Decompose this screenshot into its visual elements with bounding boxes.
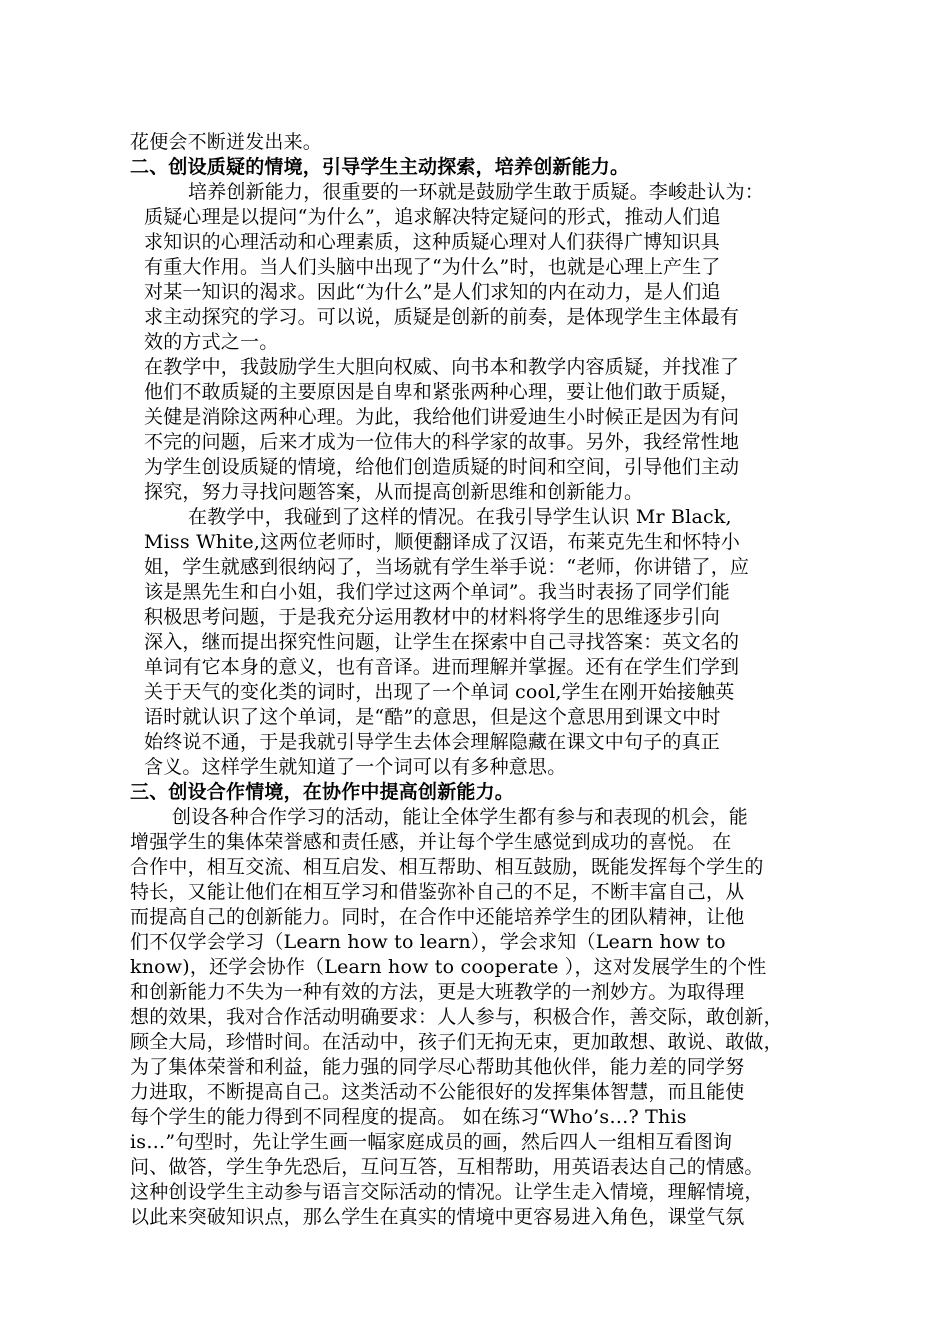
intro-tail-line: 花便会不断迸发出来。 — [130, 131, 323, 153]
paragraph-line: 他们不敢质疑的主要原因是自卑和紧张两种心理，要让他们敢于质疑， — [144, 381, 740, 403]
paragraph-line: 这种创设学生主动参与语言交际活动的情况。让学生走入情境，理解情境， — [130, 1181, 764, 1203]
paragraph-line: 合作中，相互交流、相互启发、相互帮助、相互鼓励，既能发挥每个学生的 — [130, 856, 764, 878]
paragraph-line: 为学生创设质疑的情境，给他们创造质疑的时间和空间，引导他们主动 — [144, 456, 740, 478]
paragraph-line: 以此来突破知识点，那么学生在真实的情境中更容易进入角色，课堂气氛 — [130, 1206, 745, 1228]
paragraph-line: 们不仅学会学习（Learn how to learn），学会求知（Learn how to — [130, 931, 726, 953]
paragraph-line: 增强学生的集体荣誉感和责任感，并让每个学生感觉到成功的喜悦。 在 — [130, 831, 732, 853]
paragraph-line: 力进取，不断提高自己。这类活动不公能很好的发挥集体智慧，而且能使 — [130, 1081, 745, 1103]
paragraph-line: 求知识的心理活动和心理素质，这种质疑心理对人们获得广博知识具 — [144, 231, 721, 253]
paragraph-line: 效的方式之一。 — [144, 331, 279, 353]
paragraph-line: 想的效果，我对合作活动明确要求：人人参与，积极合作，善交际，敢创新， — [130, 1006, 783, 1028]
paragraph-line: 关于天气的变化类的词时，出现了一个单词 cool,学生在刚开始接触英 — [144, 681, 735, 703]
paragraph-line: 不完的问题，后来才成为一位伟大的科学家的故事。另外，我经常性地 — [144, 431, 740, 453]
paragraph-line: 对某一知识的渴求。因此“为什么”是人们求知的内在动力，是人们追 — [144, 281, 721, 303]
paragraph-line: 质疑心理是以提问“为什么”，追求解决特定疑问的形式，推动人们追 — [144, 206, 721, 228]
paragraph-line: 探究，努力寻找问题答案，从而提高创新思维和创新能力。 — [144, 481, 644, 503]
section-2-heading: 二、创设质疑的情境，引导学生主动探索，培养创新能力。 — [130, 156, 630, 178]
paragraph-line: 特长，又能让他们在相互学习和借鉴弥补自己的不足，不断丰富自己，从 — [130, 881, 745, 903]
section-3-heading: 三、创设合作情境，在协作中提高创新能力。 — [130, 781, 515, 803]
paragraph-line: 姐，学生就感到很纳闷了，当场就有学生举手说：“老师，你讲错了，应 — [144, 556, 750, 578]
paragraph-line: 求主动探究的学习。可以说，质疑是创新的前奏，是体现学生主体最有 — [144, 306, 740, 328]
paragraph-line: is…”句型时，先让学生画一幅家庭成员的画，然后四人一组相互看图询 — [130, 1131, 733, 1153]
paragraph-line: 单词有它本身的意义，也有音译。进而理解并掌握。还有在学生们学到 — [144, 656, 740, 678]
paragraph-line: 有重大作用。当人们头脑中出现了“为什么”时，也就是心理上产生了 — [144, 256, 721, 278]
paragraph-line: 该是黑先生和白小姐，我们学过这两个单词”。我当时表扬了同学们能 — [144, 581, 730, 603]
paragraph-line: 每个学生的能力得到不同程度的提高。 如在练习“Who’s…? This — [130, 1106, 687, 1128]
paragraph-line: 创设各种合作学习的活动，能让全体学生都有参与和表现的机会，能 — [172, 806, 749, 828]
paragraph-line: 深入，继而提出探究性问题，让学生在探索中自己寻找答案：英文名的 — [144, 631, 740, 653]
paragraph-line: 和创新能力不失为一种有效的方法，更是大班教学的一剂妙方。为取得理 — [130, 981, 745, 1003]
paragraph-line: Miss White,这两位老师时，顺便翻译成了汉语，布莱克先生和怀特小 — [144, 531, 741, 553]
paragraph-line: 培养创新能力，很重要的一环就是鼓励学生敢于质疑。李峻赴认为： — [188, 181, 765, 203]
paragraph-line: 关健是消除这两种心理。为此，我给他们讲爱迪生小时候正是因为有问 — [144, 406, 740, 428]
paragraph-line: 问、做答，学生争先恐后，互问互答，互相帮助，用英语表达自己的情感。 — [130, 1156, 764, 1178]
paragraph-line: 为了集体荣誉和利益，能力强的同学尽心帮助其他伙伴，能力差的同学努 — [130, 1056, 745, 1078]
paragraph-line: 始终说不通，于是我就引导学生去体会理解隐藏在课文中句子的真正 — [144, 731, 721, 753]
paragraph-line: know)，还学会协作（Learn how to cooperate ），这对发展学生的个性 — [130, 956, 767, 978]
paragraph-line: 语时就认识了这个单词，是“酷”的意思，但是这个意思用到课文中时 — [144, 706, 721, 728]
paragraph-line: 在教学中，我鼓励学生大胆向权威、向书本和教学内容质疑，并找准了 — [144, 356, 740, 378]
paragraph-line: 而提高自己的创新能力。同时，在合作中还能培养学生的团队精神，让他 — [130, 906, 745, 928]
paragraph-line: 积极思考问题，于是我充分运用教材中的材料将学生的思维逐步引向 — [144, 606, 721, 628]
paragraph-line: 顾全大局，珍惜时间。在活动中，孩子们无拘无束，更加敢想、敢说、敢做， — [130, 1031, 783, 1053]
paragraph-line: 在教学中，我碰到了这样的情况。在我引导学生认识 Mr Black, — [188, 506, 732, 528]
paragraph-line: 含义。这样学生就知道了一个词可以有多种意思。 — [144, 756, 567, 778]
